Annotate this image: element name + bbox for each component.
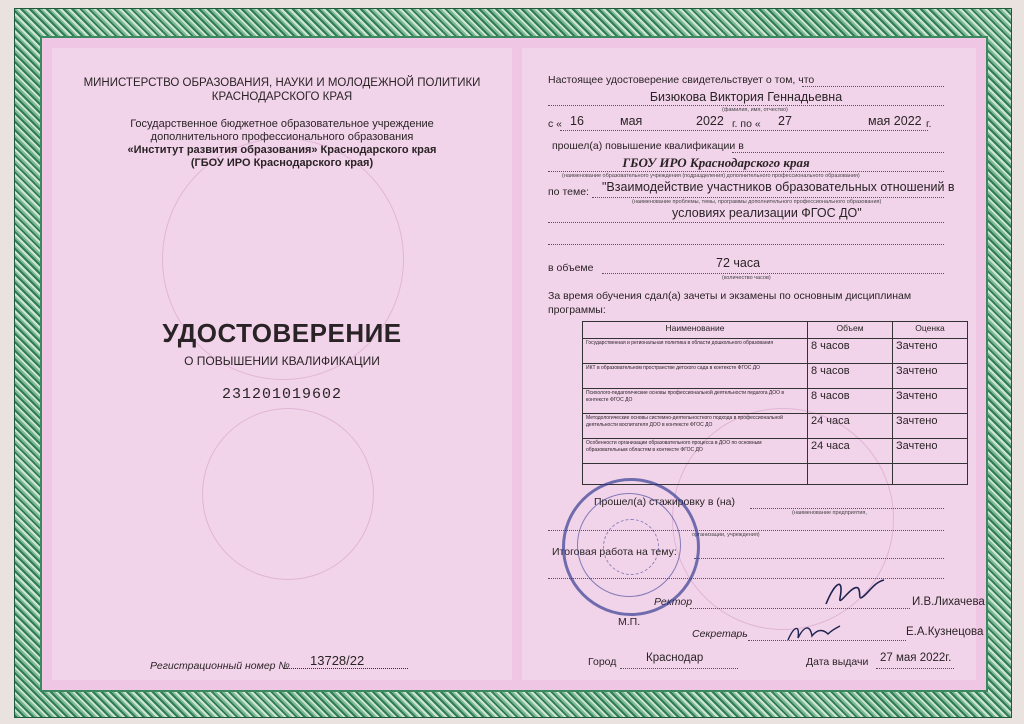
subject-name: Психолого-педагогические основы профессиональной деятельности педагога ДОО в контексте ФГОС ДО <box>583 389 808 414</box>
header-name: Наименование <box>583 322 808 339</box>
rector-label: Ректор <box>654 596 693 608</box>
passed-line <box>732 152 944 153</box>
subject-grade: Зачтено <box>893 389 968 414</box>
to-month-year: мая 2022 <box>868 114 922 128</box>
from-day: 16 <box>570 114 584 128</box>
topic-line-2-rule <box>548 222 944 223</box>
subject-name: Методологические основы системно-деятельностного подхода в профессиональной деятельности воспитателя ДОО в контексте ФГОС ДО <box>583 414 808 439</box>
table-row <box>583 339 968 364</box>
institution-line-1: Государственное бюджетное образовательное учреждение <box>130 118 434 130</box>
exams-text-2: программы: <box>548 304 606 316</box>
ministry-line-1: МИНИСТЕРСТВО ОБРАЗОВАНИЯ, НАУКИ И МОЛОДЕЖНОЙ ПОЛИТИКИ <box>83 77 481 89</box>
subject-volume <box>808 464 893 485</box>
subject-grade: Зачтено <box>893 364 968 389</box>
volume-value: 72 часа <box>716 256 761 270</box>
subject-name: ИКТ в образовательном пространстве детского сада в контексте ФГОС ДО <box>583 364 808 389</box>
final-work-text: Итоговая работа на тему: <box>552 546 677 558</box>
rector-name: И.В.Лихачева <box>912 596 985 608</box>
ministry-line-2: КРАСНОДАРСКОГО КРАЯ <box>211 91 353 103</box>
document-subtitle: О ПОВЫШЕНИИ КВАЛИФИКАЦИИ <box>184 354 380 368</box>
subject-grade <box>893 464 968 485</box>
internship-text: Прошел(а) стажировку в (на) <box>594 496 735 508</box>
topic-line-1: "Взаимодействие участников образовательных отношений в <box>602 180 955 194</box>
left-page <box>52 48 512 680</box>
internship-hint-2: организации, учреждения) <box>692 532 760 538</box>
from-prefix: с « <box>548 118 563 130</box>
internship-hint-1: (наименование предприятия, <box>792 510 867 516</box>
volume-line <box>602 273 944 274</box>
person-name: Бизюкова Виктория Геннадьевна <box>649 90 843 104</box>
grades-table <box>582 321 968 485</box>
table-row <box>583 389 968 414</box>
name-line <box>548 105 944 106</box>
official-stamp <box>562 478 700 616</box>
blank-line <box>548 244 944 245</box>
subject-volume: 24 часа <box>808 414 893 439</box>
city-line <box>620 668 738 669</box>
city-label: Город <box>588 656 617 668</box>
subject-volume: 8 часов <box>808 389 893 414</box>
background-ornament <box>202 408 374 580</box>
date-line <box>876 668 954 669</box>
topic-line <box>592 197 944 198</box>
subject-volume: 24 часа <box>808 439 893 464</box>
exams-text-1: За время обучения сдал(а) зачеты и экзамены по основным дисциплинам <box>548 290 912 302</box>
rector-signature <box>822 574 892 614</box>
from-month: мая <box>620 114 643 128</box>
city-value: Краснодар <box>646 652 704 664</box>
certificate-number: 231201019602 <box>221 386 343 403</box>
stamp-core <box>603 519 659 575</box>
intro-line <box>802 86 944 87</box>
subject-grade: Зачтено <box>893 339 968 364</box>
ministry-heading <box>52 76 512 104</box>
institution-line-4: (ГБОУ ИРО Краснодарского края) <box>190 157 374 169</box>
topic-hint: (наименование проблемы, темы, программы дополнительного профессионального образования) <box>632 199 882 205</box>
to-day: 27 <box>778 114 792 128</box>
volume-label: в объеме <box>548 262 594 274</box>
subject-name: Государственная и региональная политика в области дошкольного образования <box>583 339 808 364</box>
topic-line-2: условиях реализации ФГОС ДО" <box>672 206 862 220</box>
institution-line-3: «Институт развития образования» Краснодарского края <box>127 144 437 156</box>
registration-line <box>284 668 408 669</box>
subject-grade: Зачтено <box>893 414 968 439</box>
registration-label: Регистрационный номер № <box>150 660 290 672</box>
date-value: 27 мая 2022г. <box>880 652 952 664</box>
from-year: 2022 <box>696 114 724 128</box>
table-header-row <box>583 322 968 339</box>
institution-heading <box>52 118 512 170</box>
organization-name: ГБОУ ИРО Краснодарского края <box>622 155 810 170</box>
table-row <box>583 439 968 464</box>
right-page <box>522 48 985 680</box>
to-prefix: г. по « <box>732 118 761 130</box>
intro-text: Настоящее удостоверение свидетельствует о том, что <box>548 74 815 86</box>
header-grade: Оценка <box>893 322 968 339</box>
secretary-signature <box>784 618 844 648</box>
table-row <box>583 414 968 439</box>
institution-line-2: дополнительного профессионального образования <box>150 131 414 143</box>
subject-volume: 8 часов <box>808 339 893 364</box>
internship-line <box>750 508 944 509</box>
org-hint: (наименование образовательного учреждения (подразделения) дополнительного профессионального образования) <box>562 173 860 179</box>
org-line <box>548 171 944 172</box>
secretary-label: Секретарь <box>692 628 748 640</box>
document-title: УДОСТОВЕРЕНИЕ <box>162 318 402 348</box>
passed-text: прошел(а) повышение квалификации в <box>552 140 744 152</box>
date-label: Дата выдачи <box>806 656 869 668</box>
dates-line <box>560 130 928 131</box>
topic-label: по теме: <box>548 186 589 198</box>
stamp-place-label: М.П. <box>618 616 641 628</box>
to-year-suffix: г. <box>926 118 932 130</box>
header-volume: Объем <box>808 322 893 339</box>
name-hint: (фамилия, имя, отчество) <box>722 107 788 113</box>
final-work-line <box>694 558 944 559</box>
certificate-body <box>40 36 988 692</box>
table-row <box>583 364 968 389</box>
secretary-name: Е.А.Кузнецова <box>906 626 984 638</box>
registration-number: 13728/22 <box>310 653 365 668</box>
volume-hint: (количество часов) <box>722 275 771 281</box>
subject-name: Особенности организации образовательного процесса в ДОО по основным образовательным областям в контексте ФГОС ДО <box>583 439 808 464</box>
subject-volume: 8 часов <box>808 364 893 389</box>
subject-grade: Зачтено <box>893 439 968 464</box>
